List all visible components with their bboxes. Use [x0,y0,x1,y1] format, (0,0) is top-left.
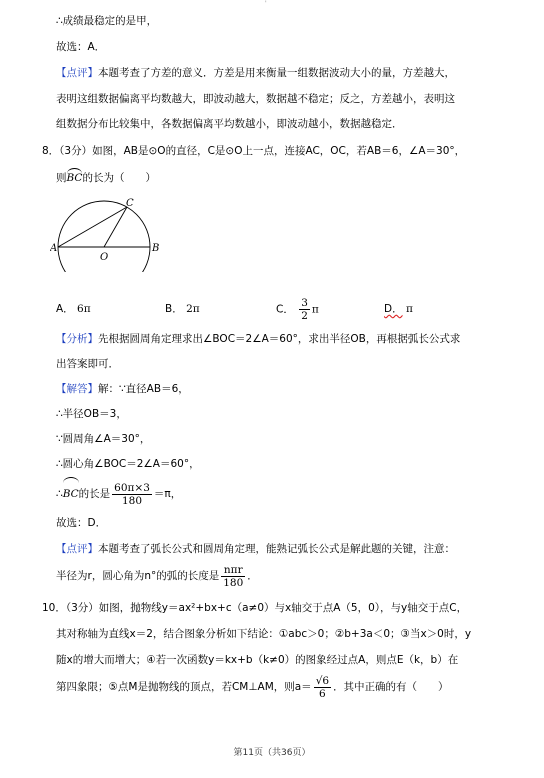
review-tag: 【点评】 [56,67,98,79]
q8-solution-step3: ∴圆心角∠BOC＝2∠A＝60°， [56,458,200,470]
a-value-fraction [314,675,331,700]
q8-stem-line2 [56,171,536,185]
option-c-numerator: 3 [301,297,308,309]
q8-analysis-line1 [56,332,536,346]
top-mark: ' [265,0,267,7]
arc-bc-solution: BC [63,480,79,508]
arc-length-numerator: 60π×3 [114,481,150,494]
q10-line4-end: ．其中正确的有（ ） [333,681,449,693]
option-c-letter: C． [276,303,294,316]
step4-text: 的长是 [78,488,111,500]
q10-stem-line4 [56,670,536,704]
q10-stem-line1 [42,601,536,615]
arc-formula-fraction [221,564,245,589]
q8-stem-prefix: 则 [56,172,67,184]
q8-solution-step2: ∵圆周角∠A＝30°， [56,433,151,445]
q8-number: 8．（3分） [42,145,93,157]
q8-review-line1 [56,542,536,556]
step4-result: ＝π， [153,488,182,500]
option-b [165,302,200,316]
label-o: O [100,252,109,263]
q8-analysis-line2: 出答案即可． [56,358,119,370]
q7-review-line1 [56,66,536,80]
option-a [56,302,91,316]
q8-solution-step4 [56,480,536,508]
solution-head-text: 解：∵直径AB＝6， [98,383,189,395]
q7-review-line3: 组数据分布比较集中，各数据偏离平均数越小，即波动越小，数据越稳定． [56,118,403,130]
a-value-numerator: √6 [315,674,330,687]
option-b-letter: B． [165,303,183,315]
analysis-text: 先根据圆周角定理求出∠BOC＝2∠A＝60°，求出半径OB，再根据弧长公式求 [98,333,461,345]
label-a: A [50,243,58,254]
q8-solution-head [56,382,536,396]
option-a-letter: A． [56,303,74,315]
option-c-denominator: 2 [301,310,308,322]
option-d-text: π [405,303,413,315]
q8-stem-line1 [42,144,536,158]
review-formula-end: ． [247,570,258,582]
q7-review-line2: 表明这组数据偏离平均数越大，即波动越大，数据越不稳定；反之，方差越小，表明这 [56,93,455,105]
step4-therefore: ∴ [56,488,63,500]
q8-solution-step1: ∴半径OB＝3， [56,408,127,420]
q7-choice: 故选：A． [56,41,106,53]
review-text: 本题考查了弧长公式和圆周角定理，能熟记弧长公式是解此题的关键，注意： [98,543,455,555]
option-c-tail: π [311,303,319,316]
arc-length-fraction [112,482,152,507]
arc-length-denominator: 180 [121,494,143,507]
option-d [384,302,413,316]
arc-formula-denominator: 180 [223,576,244,589]
chord-ac [58,207,127,247]
arc-bc: BC [66,172,83,184]
review-text: 本题考查了方差的意义．方差是用来衡量一组数据波动大小的量，方差越大， [98,67,455,79]
solution-tag: 【解答】 [56,383,98,395]
option-b-text: 2π [186,303,200,315]
label-c: C [126,198,134,209]
circle-figure [50,196,170,272]
q8-solution-choice: 故选：D． [56,517,107,529]
q10-stem-line2: 其对称轴为直线x＝2，结合图象分析如下结论：①abc＞0；②b+3a＜0；③当x＞0时，y [56,628,472,640]
review-tag: 【点评】 [56,543,98,555]
q7-conclusion: ∴成绩最稳定的是甲， [56,15,158,27]
option-c-fraction [299,297,310,322]
page-footer: 第11页（共36页） [233,748,311,758]
q10-number: 10．（3分） [42,602,99,614]
q10-stem-text: 如图，抛物线y＝ax²+bx+c（a≠0）与x轴交于点A（5，0），与y轴交于点C， [98,602,468,614]
q8-review-line2 [56,562,536,590]
radius-oc [104,207,127,247]
q10-line4-text: 第四象限；⑤点M是抛物线的顶点，若CM⊥AM，则a＝ [56,681,312,693]
q10-stem-line3: 随x的增大而增大；④若一次函数y＝kx+b（k≠0）的图象经过点A，则点E（k，b）在 [56,654,459,666]
option-a-text: 6π [77,303,91,315]
review-formula-text: 半径为r，圆心角为n°的弧的长度是 [56,570,220,582]
analysis-tag: 【分析】 [56,333,98,345]
option-c [276,297,319,322]
arc-formula-numerator: nπr [221,564,245,577]
option-d-letter: D． [384,303,403,315]
q8-stem-text: 如图，AB是⊙O的直径，C是⊙O上一点，连接AC，OC，若AB＝6，∠A＝30°， [92,145,466,157]
q8-stem-suffix: 的长为（ ） [82,172,156,184]
a-value-denominator: 6 [319,687,326,700]
label-b: B [152,243,160,254]
